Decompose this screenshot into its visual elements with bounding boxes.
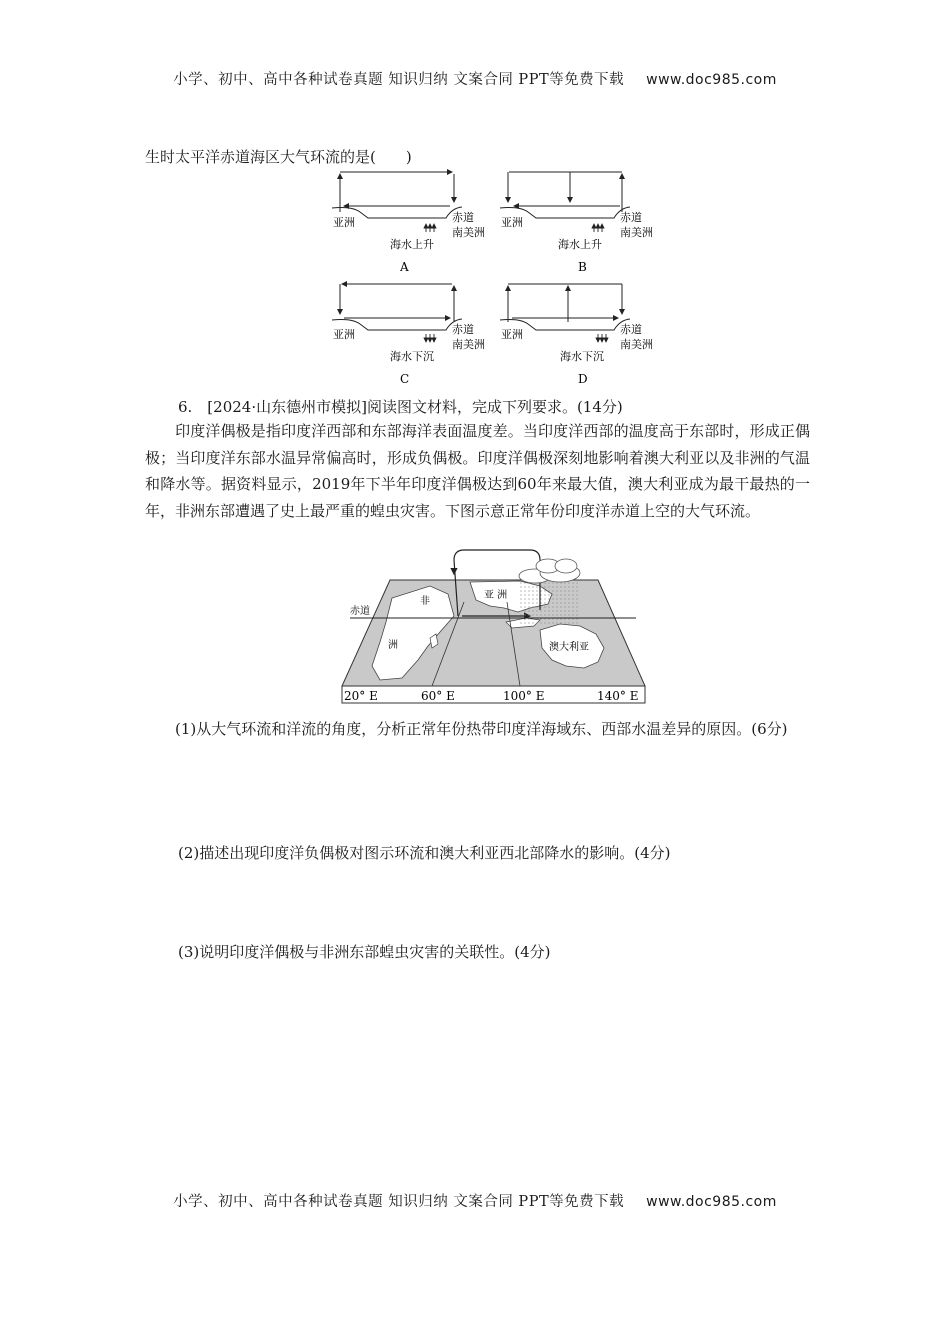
lon-label-60: 60° E bbox=[421, 689, 455, 703]
diagram-c bbox=[332, 284, 485, 386]
q6-sub1 bbox=[145, 716, 810, 743]
page-header bbox=[0, 68, 950, 89]
label-south-america-d: 南美洲 bbox=[620, 338, 653, 351]
label-south-america-b: 南美洲 bbox=[620, 226, 653, 239]
lon-label-20: 20° E bbox=[344, 689, 378, 703]
q5-circulation-diagrams bbox=[0, 162, 950, 392]
rain-cloud-icon bbox=[519, 559, 580, 624]
option-label-a: A bbox=[400, 260, 409, 274]
diagram-d bbox=[500, 284, 653, 386]
map-label-asia: 亚 洲 bbox=[484, 590, 508, 601]
q6-indian-ocean-map bbox=[0, 538, 950, 708]
q6-material bbox=[145, 418, 810, 524]
map-label-equator: 赤道 bbox=[350, 606, 370, 617]
q6-material-text: 印度洋偶极是指印度洋西部和东部海洋表面温度差。当印度洋西部的温度高于东部时，形成正偶极；当印度洋东部水温异常偏高时，形成负偶极。印度洋偶极深刻地影响着澳大利亚以及非洲的气温和降水等。据资料显示，2019年下半年印度洋偶极达到60年来最大值，澳大利亚成为最干最热的一年，非洲东部遭遇了史上最严重的蝗虫灾害。下图示意正常年份印度洋赤道上空的大气环流。 bbox=[145, 422, 810, 520]
page-footer bbox=[0, 1190, 950, 1211]
map-label-africa-1: 非 bbox=[420, 596, 430, 607]
lon-label-100: 100° E bbox=[503, 689, 545, 703]
label-asia-c: 亚洲 bbox=[333, 328, 355, 341]
diagram-a bbox=[332, 172, 485, 274]
header-site: www.doc985.com bbox=[646, 72, 777, 88]
label-equator-b: 赤道 bbox=[620, 211, 642, 224]
option-label-b: B bbox=[578, 260, 587, 274]
label-upwelling-a: 海水上升 bbox=[390, 238, 434, 251]
lon-label-140: 140° E bbox=[597, 689, 639, 703]
q6-sub3: (3)说明印度洋偶极与非洲东部蝗虫灾害的关联性。(4分) bbox=[178, 943, 551, 961]
label-equator-c: 赤道 bbox=[452, 323, 474, 336]
footer-text: 小学、初中、高中各种试卷真题 知识归纳 文案合同 PPT等免费下载 bbox=[173, 1194, 625, 1210]
label-sinking-c: 海水下沉 bbox=[390, 350, 434, 363]
q6-title: 6. [2024·山东德州市模拟]阅读图文材料，完成下列要求。(14分) bbox=[178, 398, 623, 416]
map-label-australia: 澳大利亚 bbox=[549, 642, 589, 653]
label-south-america-c: 南美洲 bbox=[452, 338, 485, 351]
option-label-c: C bbox=[400, 372, 410, 386]
label-south-america-a: 南美洲 bbox=[452, 226, 485, 239]
q6-sub1-text: (1)从大气环流和洋流的角度，分析正常年份热带印度洋海域东、西部水温差异的原因。(6分) bbox=[175, 720, 788, 738]
option-label-d: D bbox=[578, 372, 588, 386]
label-equator-d: 赤道 bbox=[620, 323, 642, 336]
header-text: 小学、初中、高中各种试卷真题 知识归纳 文案合同 PPT等免费下载 bbox=[173, 72, 625, 88]
q6-sub2: (2)描述出现印度洋负偶极对图示环流和澳大利亚西北部降水的影响。(4分) bbox=[178, 844, 671, 862]
q5-stem: 生时太平洋赤道海区大气环流的是( ) bbox=[145, 148, 412, 166]
map-label-africa-2: 洲 bbox=[388, 640, 398, 651]
diagram-b bbox=[500, 172, 653, 274]
label-asia-b: 亚洲 bbox=[501, 216, 523, 229]
footer-site: www.doc985.com bbox=[646, 1194, 777, 1210]
label-asia-d: 亚洲 bbox=[501, 328, 523, 341]
label-asia-a: 亚洲 bbox=[333, 216, 355, 229]
label-upwelling-b: 海水上升 bbox=[558, 238, 602, 251]
label-equator-a: 赤道 bbox=[452, 211, 474, 224]
label-sinking-d: 海水下沉 bbox=[560, 350, 604, 363]
